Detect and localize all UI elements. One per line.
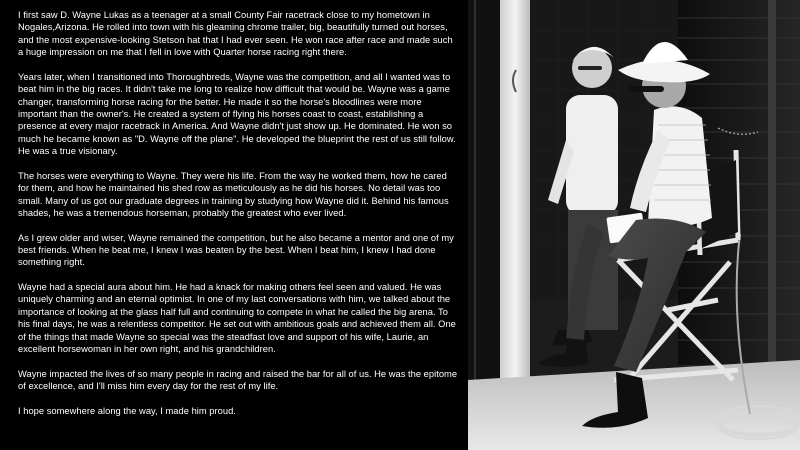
tribute-paragraph-3: The horses were everything to Wayne. They were his life. From the way he worked them, how he cared for them, and how he maintained his shed row as meticulously as he did his horses. No detail was too small. Many of us got our graduate degrees in training by studying how Wayne did it. Behind his famous shades, he was a tremendous horseman, probably the greatest who ever lived. (18, 170, 449, 219)
tribute-paragraph-6: Wayne impacted the lives of so many people in racing and raised the bar for all of us. He was the epitome of excellence, and I'll miss him every day for the rest of my life. (18, 368, 458, 392)
tribute-paragraph-5: Wayne had a special aura about him. He had a knack for making others feel seen and valued. He was uniquely charming and an eternal optimist. In one of my last conversations with him, we talked about the importance of looking at the glass half full and continuing to compete in what he called the big arena. To his final days, he was a relentless competitor. He set out with ambitious goals and achieved them all. One of the things that made Wayne so special was the steadfast love and support of his wife, Laurie, an excellent horsewoman in her own right, and his grandchildren. (18, 282, 456, 355)
tribute-paragraph-7: I hope somewhere along the way, I made him proud. (18, 405, 236, 416)
tribute-paragraph-2: Years later, when I transitioned into Thoroughbreds, Wayne was the competition, and all I wanted was to beat him in the big races. It didn't take me long to realize how difficult that would be. Wayne was a game changer, transforming horse racing for the better. He made it so the horse's bloodlines were more important than the owner's. He created a system of flying his horses coast to coast, establishing a presence at every major racetrack in America. And Wayne didn't just show up. He dominated. He won so much he became known as "D. Wayne off the plane". He developed the blueprint the rest of us still follow. He was a true visionary. (18, 71, 456, 157)
tribute-paragraph-4: As I grew older and wiser, Wayne remained the competition, but he also became a mentor and one of my best friends. When he beat me, I knew I was beaten by the best. When I beat him, I knew I had done something right. (18, 232, 454, 268)
tribute-paragraph-1: I first saw D. Wayne Lukas as a teenager at a small County Fair racetrack close to my hometown in Nogales,Arizona. He rolled into town with his gleaming chrome trailer, big, beautifully turned out horses, and the most expensive-looking Stetson hat that I had ever seen. He won race after race and made such a huge impression on me that I fell in love with Quarter horse racing right there. (18, 10, 453, 58)
photo-illustration (468, 0, 800, 450)
tribute-photo (468, 0, 800, 450)
